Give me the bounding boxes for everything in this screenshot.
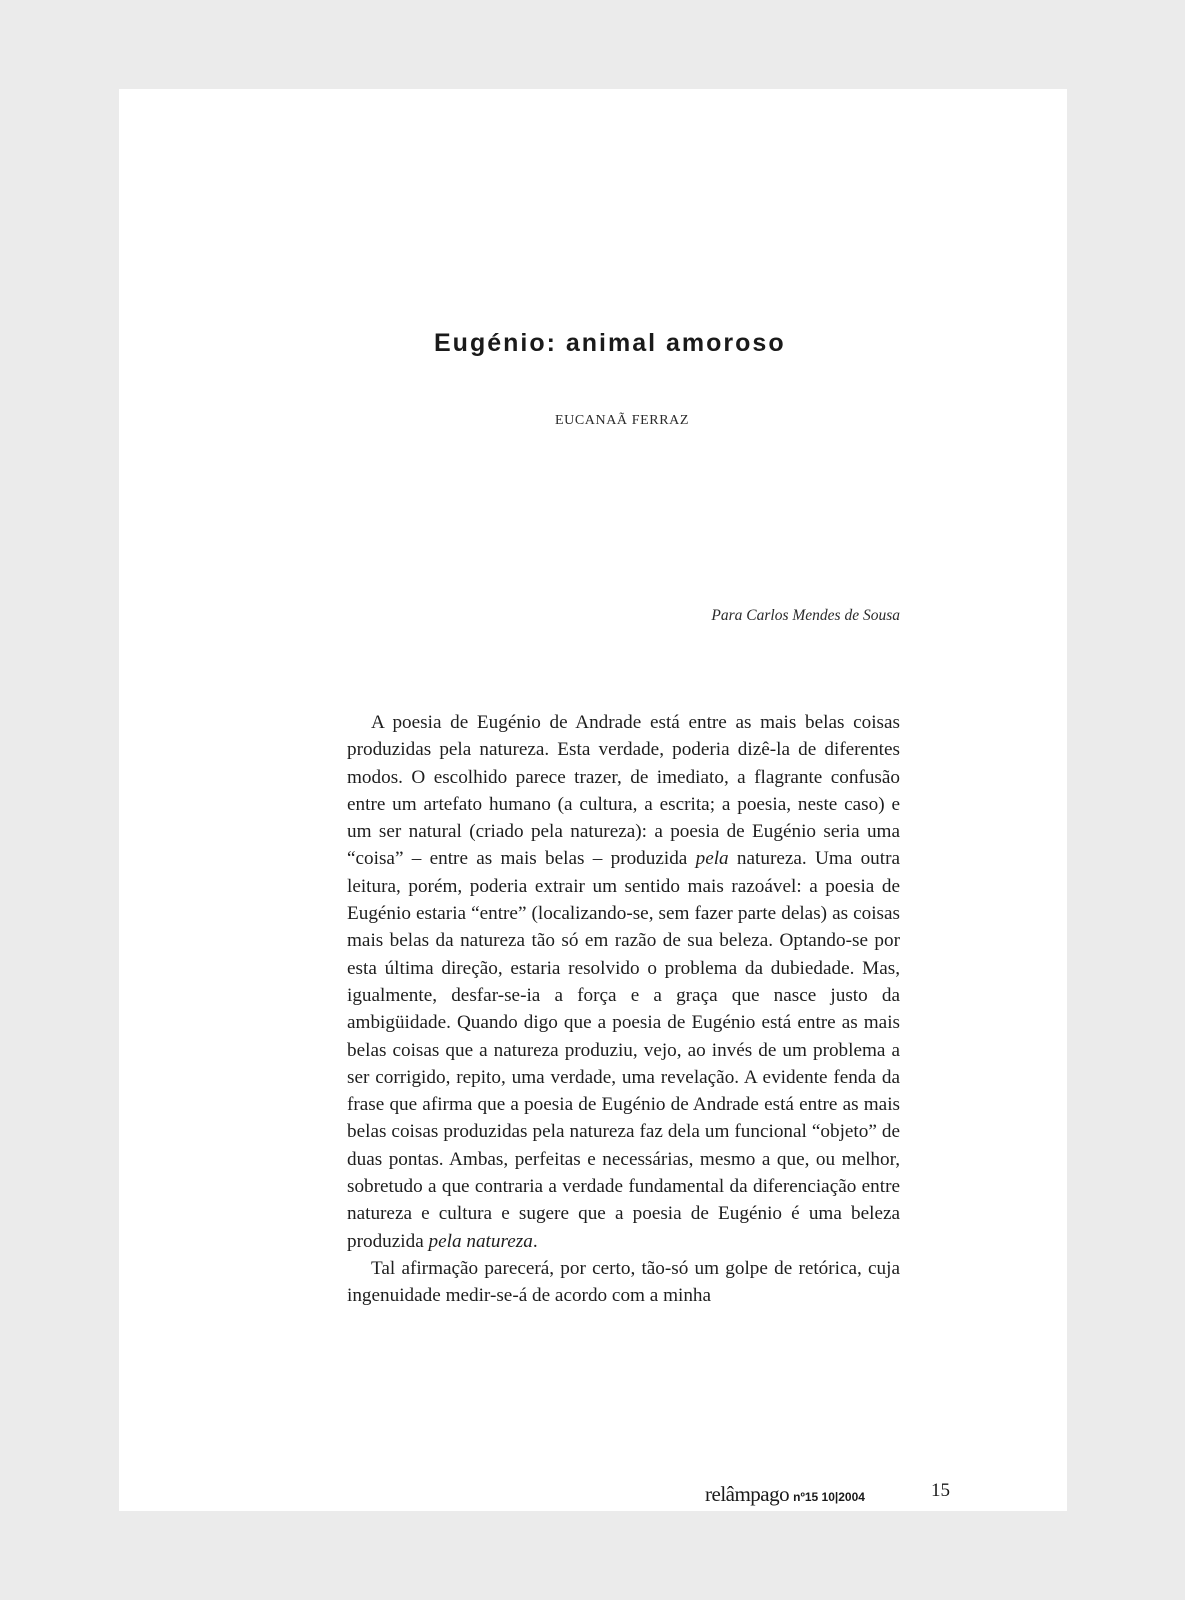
page-number: 15 [931,1480,950,1501]
paragraph-1 [347,709,900,1255]
paragraph-1-text-c: . [532,1230,538,1252]
magazine-name: relâmpago [705,1482,790,1506]
document-page [119,89,1067,1511]
paragraph-1-text-a: A poesia de Eugénio de Andrade está entre as mais belas coisas produzidas pela natureza. Esta verdade, poderia dizê-la de diferentes modos. O escolhido parece trazer, de imediato, a flagrante confusão entre um artefato humano (a cultura, a escrita; a poesia, neste caso) e um ser natural (criado pela natureza): a poesia de Eugénio seria uma “coisa” – entre as mais belas – produzida [347,712,900,870]
footer-magazine [705,1482,865,1507]
article-body [347,709,900,1310]
article-title: Eugénio: animal amoroso [434,329,786,357]
article-author: EUCANAÃ FERRAZ [555,413,690,428]
dedication: Para Carlos Mendes de Sousa [711,607,900,624]
paragraph-2: Tal afirmação parecerá, por certo, tão-só um golpe de retórica, cuja ingenuidade medir-se-á de acordo com a minha [347,1257,900,1307]
emphasis-pela: pela [695,848,729,870]
emphasis-pela-natureza: pela natureza [428,1230,533,1252]
magazine-issue: nº15 10|2004 [793,1490,865,1504]
paragraph-1-text-b: natureza. Uma outra leitura, porém, poderia extrair um sentido mais razoável: a poesia de Eugénio estaria “entre” (localizando-se, sem fazer parte delas) as coisas mais belas da natureza tão só em razão de sua beleza. Optando-se por esta última direção, estaria resolvido o problema da dubiedade. Mas, igualmente, desfar-se-ia a força e a graça que nasce justo da ambigüidade. Quando digo que a poesia de Eugénio está entre as mais belas coisas que a natureza produziu, vejo, ao invés de um problema a ser corrigido, repito, uma verdade, uma revelação. A evidente fenda da frase que afirma que a poesia de Eugénio de Andrade está entre as mais belas coisas produzidas pela natureza faz dela um funcional “objeto” de duas pontas. Ambas, perfeitas e necessárias, mesmo a que, ou melhor, sobretudo a que contraria a verdade fundamental da diferenciação entre natureza e cultura e sugere que a poesia de Eugénio é uma beleza produzida [347,848,900,1252]
